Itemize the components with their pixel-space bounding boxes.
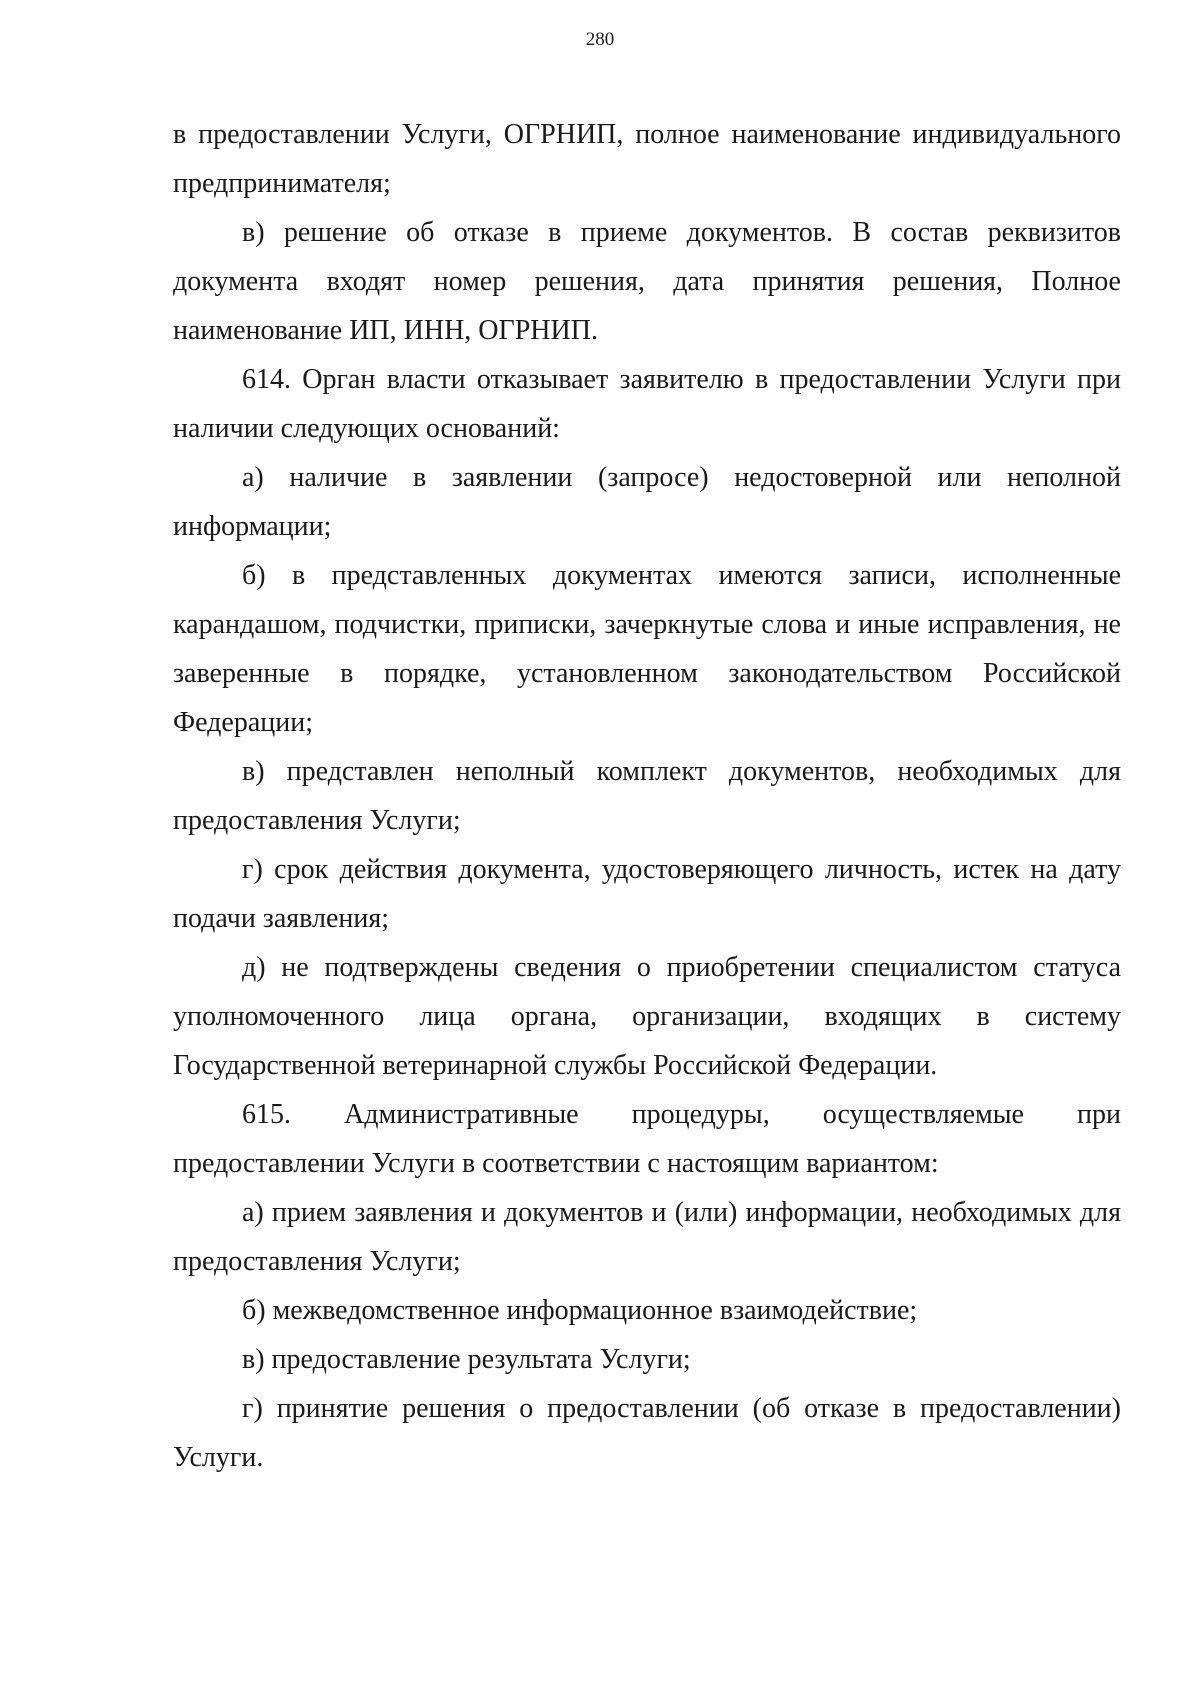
paragraph-615-item-g: г) принятие решения о предоставлении (об отказе в предоставлении) Услуги. [173, 1393, 1121, 1473]
paragraph-item-d: д) не подтверждены сведения о приобретении специалистом статуса уполномоченного лица органа, организации, входящих в систему Государственной ветеринарной службы Российской Федерации. [173, 952, 1121, 1081]
paragraph-615-item-b: б) межведомственное информационное взаимодействие; [242, 1295, 918, 1326]
paragraph-item-a: а) наличие в заявлении (запросе) недостоверной или неполной информации; [173, 462, 1121, 542]
paragraph-615: 615. Административные процедуры, осуществляемые при предоставлении Услуги в соответствии с настоящим вариантом: [173, 1099, 1121, 1179]
page-number: 280 [585, 29, 615, 50]
paragraph-continuation: в предоставлении Услуги, ОГРНИП, полное наименование индивидуального предпринимателя; [173, 119, 1121, 199]
paragraph-614: 614. Орган власти отказывает заявителю в предоставлении Услуги при наличии следующих оснований: [173, 364, 1121, 444]
paragraph-615-item-v: в) предоставление результата Услуги; [242, 1344, 691, 1375]
document-body [173, 110, 1121, 1482]
paragraph-item-v-refusal-decision: в) решение об отказе в приеме документов. В состав реквизитов документа входят номер решения, дата принятия решения, Полное наименование ИП, ИНН, ОГРНИП. [173, 217, 1121, 346]
paragraph-item-b: б) в представленных документах имеются записи, исполненные карандашом, подчистки, приписки, зачеркнутые слова и иные исправления, не заверенные в порядке, установленном законодательством Российской Федерации; [173, 560, 1121, 738]
paragraph-item-g: г) срок действия документа, удостоверяющего личность, истек на дату подачи заявления; [173, 854, 1121, 934]
paragraph-item-v: в) представлен неполный комплект документов, необходимых для предоставления Услуги; [173, 756, 1121, 836]
paragraph-615-item-a: а) прием заявления и документов и (или) информации, необходимых для предоставления Услуги; [173, 1197, 1121, 1277]
